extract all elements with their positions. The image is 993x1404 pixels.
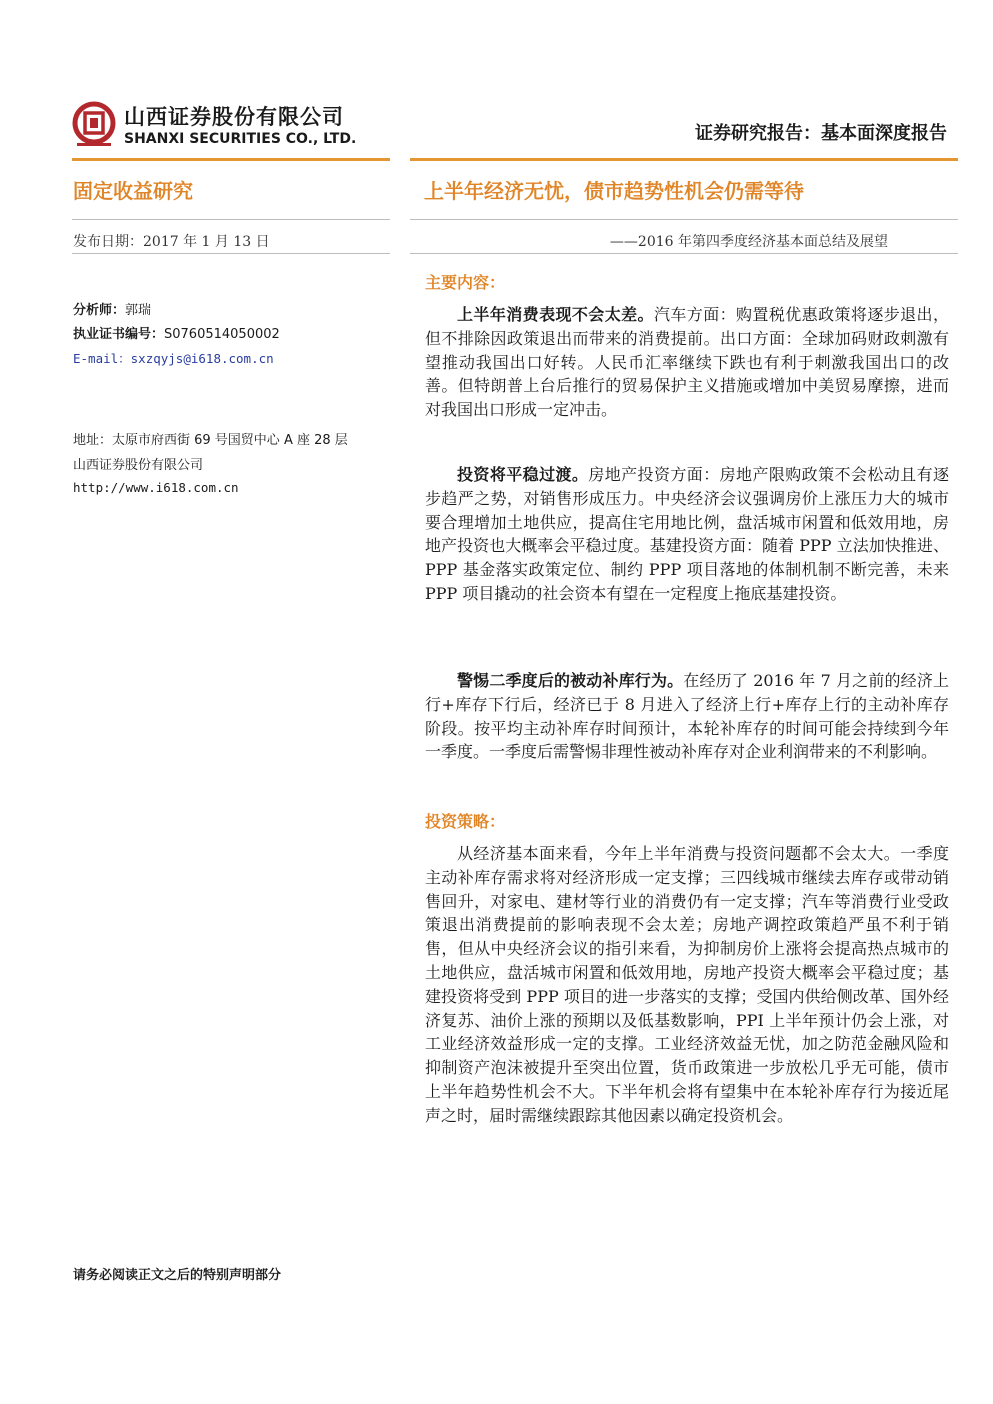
website-link[interactable]: http://www.i618.com.cn [73,480,239,495]
strategy-heading: 投资策略： [425,812,506,831]
title-rule-right [410,219,958,220]
report-type: 证券研究报告：基本面深度报告 [695,123,947,144]
paragraph-text: 房地产投资方面：房地产限购政策不会松动且有逐步趋严之势，对销售形成压力。中央经济会议强调房价上涨压力大的城市要合理增加土地供应，提高住宅用地比例，盘活城市闲置和低效用地，房地产投资也大概率会平稳过度。基建投资方面：随着 PPP 立法加快推进、PPP 基金落实政策定位、制约 PPP 项目落地的体制机制不断完善，未来 PPP 项目撬动的社会资本有望在一定程度上拖底基建投资。 [425,465,949,603]
report-title: 上半年经济无忧，债市趋势性机会仍需等待 [424,179,804,203]
main-content-heading: 主要内容： [425,273,506,292]
content-paragraph [425,303,949,422]
disclaimer-note: 请务必阅读正文之后的特别声明部分 [73,1268,282,1283]
content-paragraph [425,669,949,764]
date-rule-left [72,253,390,254]
analyst-label: 分析师： [73,303,126,318]
cert-value: S0760514050002 [164,327,280,342]
analyst-cert [73,323,280,342]
email-link[interactable]: sxzqyjs@i618.com.cn [130,351,274,366]
header-rule-right [410,158,958,161]
content-paragraph [425,463,949,606]
paragraph-lead: 警惕二季度后的被动补库行为。 [457,671,684,690]
report-subtitle: ——2016 年第四季度经济基本面总结及展望 [609,234,888,250]
company-name-cn: 山西证券股份有限公司 [124,105,344,129]
shanxi-securities-logo-icon [72,99,116,149]
cert-label: 执业证书编号： [73,327,165,342]
section-title: 固定收益研究 [73,179,193,203]
contact-company: 山西证券股份有限公司 [73,458,204,473]
analyst-email [73,349,274,367]
paragraph-lead: 上半年消费表现不会太差。 [457,305,654,324]
analyst-name [73,299,151,318]
analyst-value: 郭瑞 [125,303,152,318]
date-rule-right [410,253,958,254]
company-name-en: SHANXI SECURITIES CO., LTD. [124,131,357,147]
email-label: E-mail： [73,351,131,366]
strategy-paragraph: 从经济基本面来看，今年上半年消费与投资问题都不会太大。一季度主动补库存需求将对经济形成一定支撑；三四线城市继续去库存或带动销售回升，对家电、建材等行业的消费仍有一定支撑；汽车等消费行业受政策退出消费提前的影响表现不会太差；房地产调控政策趋严虽不利于销售，但从中央经济会议的指引来看，为抑制房价上涨将会提高热点城市的土地供应，盘活城市闲置和低效用地，房地产投资大概率会平稳过度；基建投资将受到 PPP 项目的进一步落实的支撑；受国内供给侧改革、国外经济复苏、油价上涨的预期以及低基数影响，PPI 上半年预计仍会上涨，对工业经济效益形成一定的支撑。工业经济效益无忧，加之防范金融风险和抑制资产泡沫被提升至突出位置，货币政策进一步放松几乎无可能，债市上半年趋势性机会不大。下半年机会将有望集中在本轮补库存行为接近尾声之时，届时需继续跟踪其他因素以确定投资机会。 [425,844,949,1125]
paragraph-lead: 投资将平稳过渡。 [457,465,589,484]
address: 地址：太原市府西街 69 号国贸中心 A 座 28 层 [73,433,348,448]
publish-date: 发布日期：2017 年 1 月 13 日 [73,234,270,250]
title-rule-left [72,219,390,220]
paragraph-text: 在经历了 2016 年 7 月之前的经济上行+库存下行后，经济已于 8 月进入了经济上行+库存上行的主动补库存阶段。按平均主动补库存时间预计，本轮补库存的时间可能会持续到今年一季度。一季度后需警惕非理性被动补库存对企业利润带来的不利影响。 [425,671,949,762]
paragraph-text: 汽车方面：购置税优惠政策将逐步退出，但不排除因政策退出而带来的消费提前。出口方面：全球加码财政刺激有望推动我国出口好转。人民币汇率继续下跌也有利于刺激我国出口的改善。但特朗普上台后推行的贸易保护主义措施或增加中美贸易摩擦，进而对我国出口形成一定冲击。 [425,305,949,420]
header-rule-left [72,158,390,161]
